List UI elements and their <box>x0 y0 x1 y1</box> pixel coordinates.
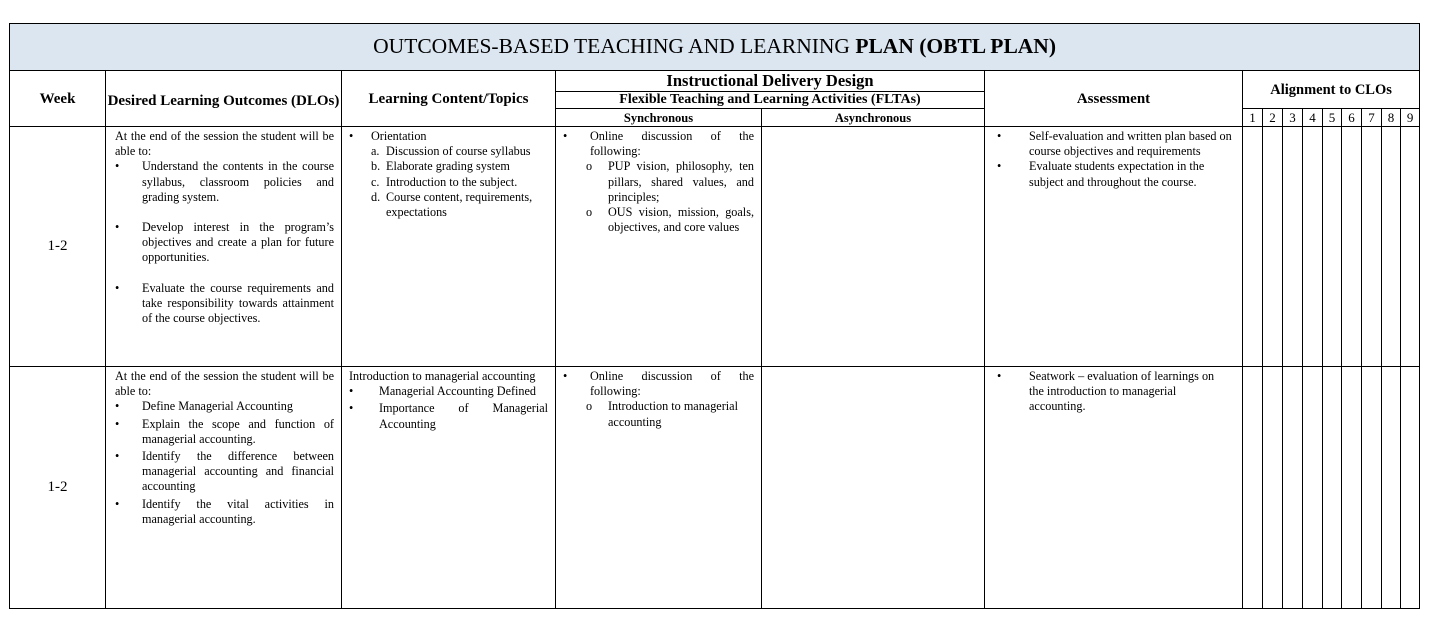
obtl-plan-table <box>9 23 1420 609</box>
assessment-item: • Self-evaluation and written plan based on course objectives and requirements <box>997 129 1232 159</box>
dlo-intro: At the end of the session the student will be able to: <box>115 369 334 399</box>
week-cell: 1-2 <box>10 127 106 367</box>
content-item: b. Elaborate grading system <box>371 159 510 174</box>
sync-subitem: o PUP vision, philosophy, ten pillars, shared values, and principles; <box>586 159 754 205</box>
dlo-intro: At the end of the session the student will be able to: <box>115 129 334 159</box>
clo-cell <box>1263 367 1283 609</box>
synchronous-cell <box>556 367 762 609</box>
header-content: Learning Content/Topics <box>342 71 556 127</box>
content-item: • Managerial Accounting Defined <box>349 384 548 399</box>
header-alignment: Alignment to CLOs <box>1243 71 1420 109</box>
header-week: Week <box>10 71 106 127</box>
clo-cell <box>1401 367 1420 609</box>
clo-number: 5 <box>1323 109 1342 127</box>
synchronous-cell <box>556 127 762 367</box>
clo-cell <box>1382 367 1401 609</box>
clo-number: 8 <box>1382 109 1401 127</box>
clo-cell <box>1362 367 1382 609</box>
table-row <box>10 367 1420 609</box>
content-heading: • Orientation <box>349 129 548 144</box>
sync-subitem: o OUS vision, mission, goals, objectives, and core values <box>586 205 754 235</box>
clo-number: 4 <box>1303 109 1323 127</box>
header-dlo: Desired Learning Outcomes (DLOs) <box>106 71 342 127</box>
sync-item: • Online discussion of the following: o Introduction to managerial accounting <box>563 369 754 430</box>
clo-cell <box>1323 367 1342 609</box>
content-item: c. Introduction to the subject. <box>371 174 518 189</box>
clo-cell <box>1243 367 1263 609</box>
dlo-item: • Develop interest in the program’s objectives and create a plan for future opportunities. <box>115 220 334 266</box>
clo-cell <box>1303 127 1323 367</box>
content-item: • Importance of Managerial Accounting <box>349 401 548 431</box>
asynchronous-cell <box>762 127 985 367</box>
clo-number: 6 <box>1342 109 1362 127</box>
header-synchronous: Synchronous <box>556 109 762 127</box>
sync-item: • Online discussion of the following: o PUP vision, philosophy, ten pillars, shared values, and principles; o OUS vision, mission, goals, objectives, and core values <box>563 129 754 235</box>
table-row <box>10 127 1420 367</box>
dlo-item: • Understand the contents in the course syllabus, classroom policies and grading system. <box>115 159 334 205</box>
content-item: d. Course content, requirements, expectations <box>371 189 533 220</box>
clo-cell <box>1283 367 1303 609</box>
clo-number: 3 <box>1283 109 1303 127</box>
sync-subitem: o Introduction to managerial accounting <box>586 399 754 429</box>
dlo-cell <box>106 127 342 367</box>
assessment-cell <box>985 127 1243 367</box>
header-instructional-delivery: Instructional Delivery Design <box>556 71 985 92</box>
dlo-cell <box>106 367 342 609</box>
header-assessment: Assessment <box>985 71 1243 127</box>
dlo-item: • Identify the vital activities in managerial accounting. <box>115 497 334 527</box>
assessment-item: • Evaluate students expectation in the subject and throughout the course. <box>997 159 1232 189</box>
content-cell <box>342 127 556 367</box>
dlo-item: • Explain the scope and function of managerial accounting. <box>115 417 334 447</box>
content-intro: Introduction to managerial accounting <box>349 369 536 383</box>
clo-number: 9 <box>1401 109 1420 127</box>
clo-cell <box>1401 127 1420 367</box>
assessment-item: • Seatwork – evaluation of learnings on the introduction to managerial accounting. <box>997 369 1232 415</box>
clo-cell <box>1263 127 1283 367</box>
clo-cell <box>1303 367 1323 609</box>
clo-cell <box>1382 127 1401 367</box>
week-cell: 1-2 <box>10 367 106 609</box>
clo-cell <box>1342 127 1362 367</box>
dlo-item: • Identify the difference between managerial accounting and financial accounting <box>115 449 334 495</box>
dlo-item: • Evaluate the course requirements and take responsibility towards attainment of the course objectives. <box>115 281 334 327</box>
clo-number: 2 <box>1263 109 1283 127</box>
clo-cell <box>1342 367 1362 609</box>
document-title <box>10 24 1420 71</box>
content-cell <box>342 367 556 609</box>
content-item: a. Discussion of course syllabus <box>371 144 531 159</box>
title-bold: PLAN (OBTL PLAN) <box>855 34 1056 59</box>
title-normal: OUTCOMES-BASED TEACHING AND LEARNING <box>373 34 856 59</box>
header-asynchronous: Asynchronous <box>762 109 985 127</box>
header-fltas: Flexible Teaching and Learning Activities (FLTAs) <box>556 92 985 109</box>
clo-cell <box>1243 127 1263 367</box>
clo-number: 1 <box>1243 109 1263 127</box>
asynchronous-cell <box>762 367 985 609</box>
clo-cell <box>1323 127 1342 367</box>
clo-cell <box>1362 127 1382 367</box>
clo-cell <box>1283 127 1303 367</box>
clo-number: 7 <box>1362 109 1382 127</box>
dlo-item: • Define Managerial Accounting <box>115 399 334 414</box>
assessment-cell <box>985 367 1243 609</box>
